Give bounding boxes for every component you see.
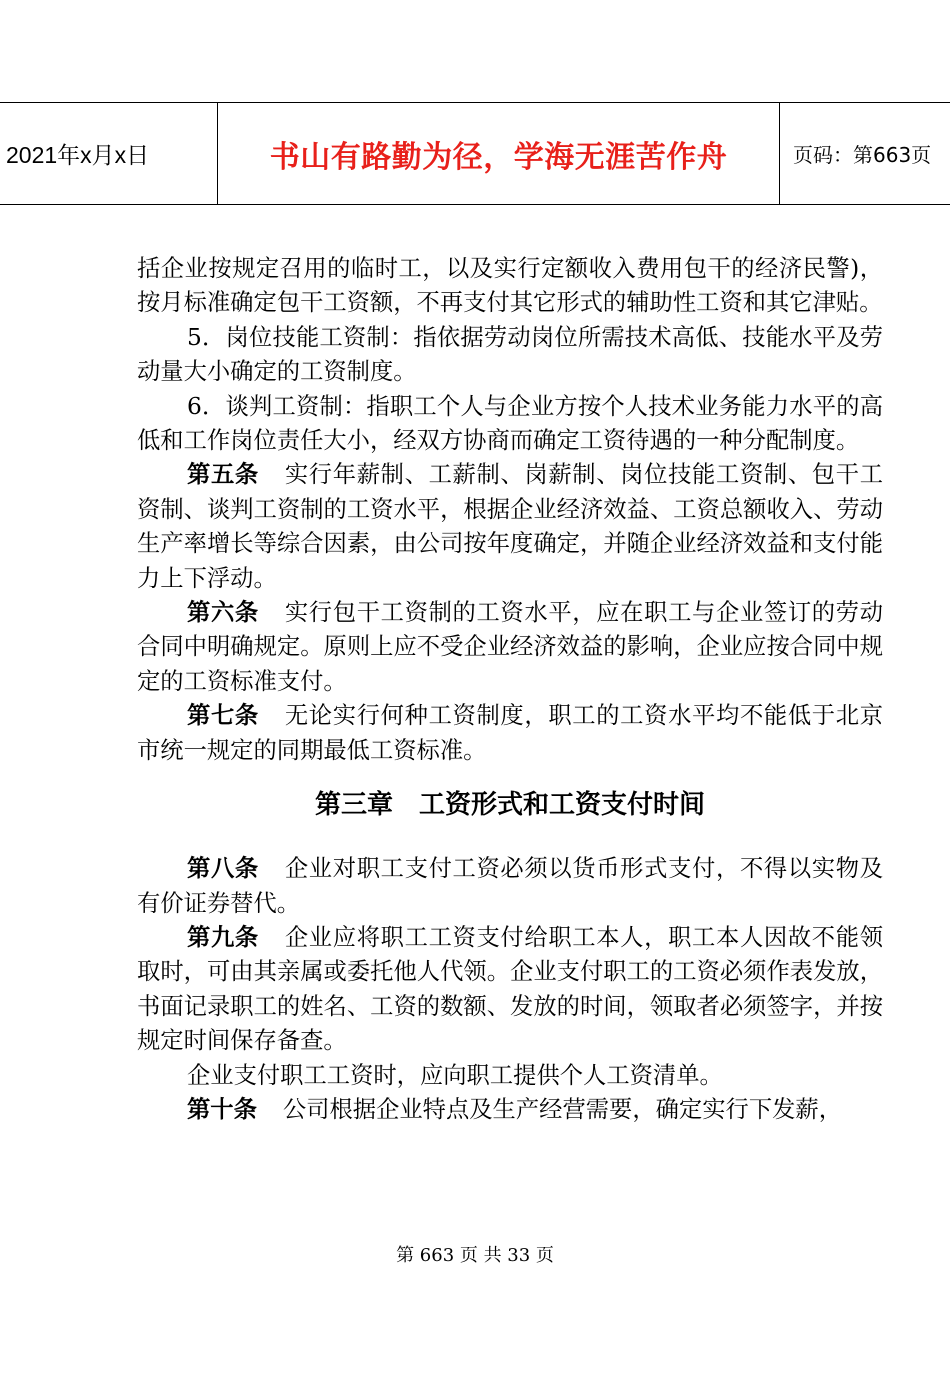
paragraph-item-5: 5．岗位技能工资制：指依据劳动岗位所需技术高低、技能水平及劳动量大小确定的工资制度。 [137,323,883,386]
article-5-heading: 第五条 [187,461,259,489]
article-7-text: 无论实行何种工资制度，职工的工资水平均不能低于北京市统一规定的同期最低工资标准。 [137,702,884,764]
paragraph-pay-slip: 企业支付职工工资时，应向职工提供个人工资清单。 [187,1061,723,1089]
article-9-heading: 第九条 [187,923,259,951]
article-6-text: 实行包干工资制的工资水平，应在职工与企业签订的劳动合同中明确规定。原则上应不受企业经济效益的影响，企业应按合同中规定的工资标准支付。 [137,599,884,695]
paragraph-continuation: 括企业按规定召用的临时工，以及实行定额收入费用包干的经济民警)，按月标准确定包干工资额，不再支付其它形式的辅助性工资和其它津贴。 [137,255,883,317]
article-8 [137,852,883,921]
article-8-heading: 第八条 [187,855,259,883]
header-date: 2021年x月x日 [0,103,218,204]
article-8-text: 企业对职工支付工资必须以货币形式支付，不得以实物及有价证券替代。 [137,855,884,917]
article-10-heading: 第十条 [187,1095,257,1123]
header-page-number: 页码：第663页 [793,143,932,167]
page-header [0,102,950,205]
page-footer: 第 663 页 共 33 页 [396,1245,554,1266]
article-5 [137,458,883,596]
paragraph-item-6: 6．谈判工资制：指职工个人与企业方按个人技术业务能力水平的高低和工作岗位责任大小，经双方协商而确定工资待遇的一种分配制度。 [137,392,883,455]
article-9 [137,921,883,1059]
document-body [137,252,883,1127]
chapter-3-title: 第三章 工资形式和工资支付时间 [314,790,705,821]
article-5-text: 实行年薪制、工薪制、岗薪制、岗位技能工资制、包干工资制、谈判工资制的工资水平，根据企业经济效益、工资总额收入、劳动生产率增长等综合因素，由公司按年度确定，并随企业经济效益和支付能力上下浮动。 [137,461,884,592]
article-7-heading: 第七条 [187,702,259,730]
article-7 [137,699,883,768]
article-9-text: 企业应将职工工资支付给职工本人，职工本人因故不能领取时，可由其亲属或委托他人代领。企业支付职工的工资必须作表发放，书面记录职工的姓名、工资的数额、发放的时间，领取者必须签字，并按规定时间保存备查。 [137,923,884,1055]
header-motto: 书山有路勤为径，学海无涯苦作舟 [218,103,780,204]
article-6-heading: 第六条 [187,599,259,627]
article-10-text: 公司根据企业特点及生产经营需要，确定实行下发薪， [282,1095,843,1123]
article-6 [137,596,883,699]
article-10 [137,1093,883,1127]
